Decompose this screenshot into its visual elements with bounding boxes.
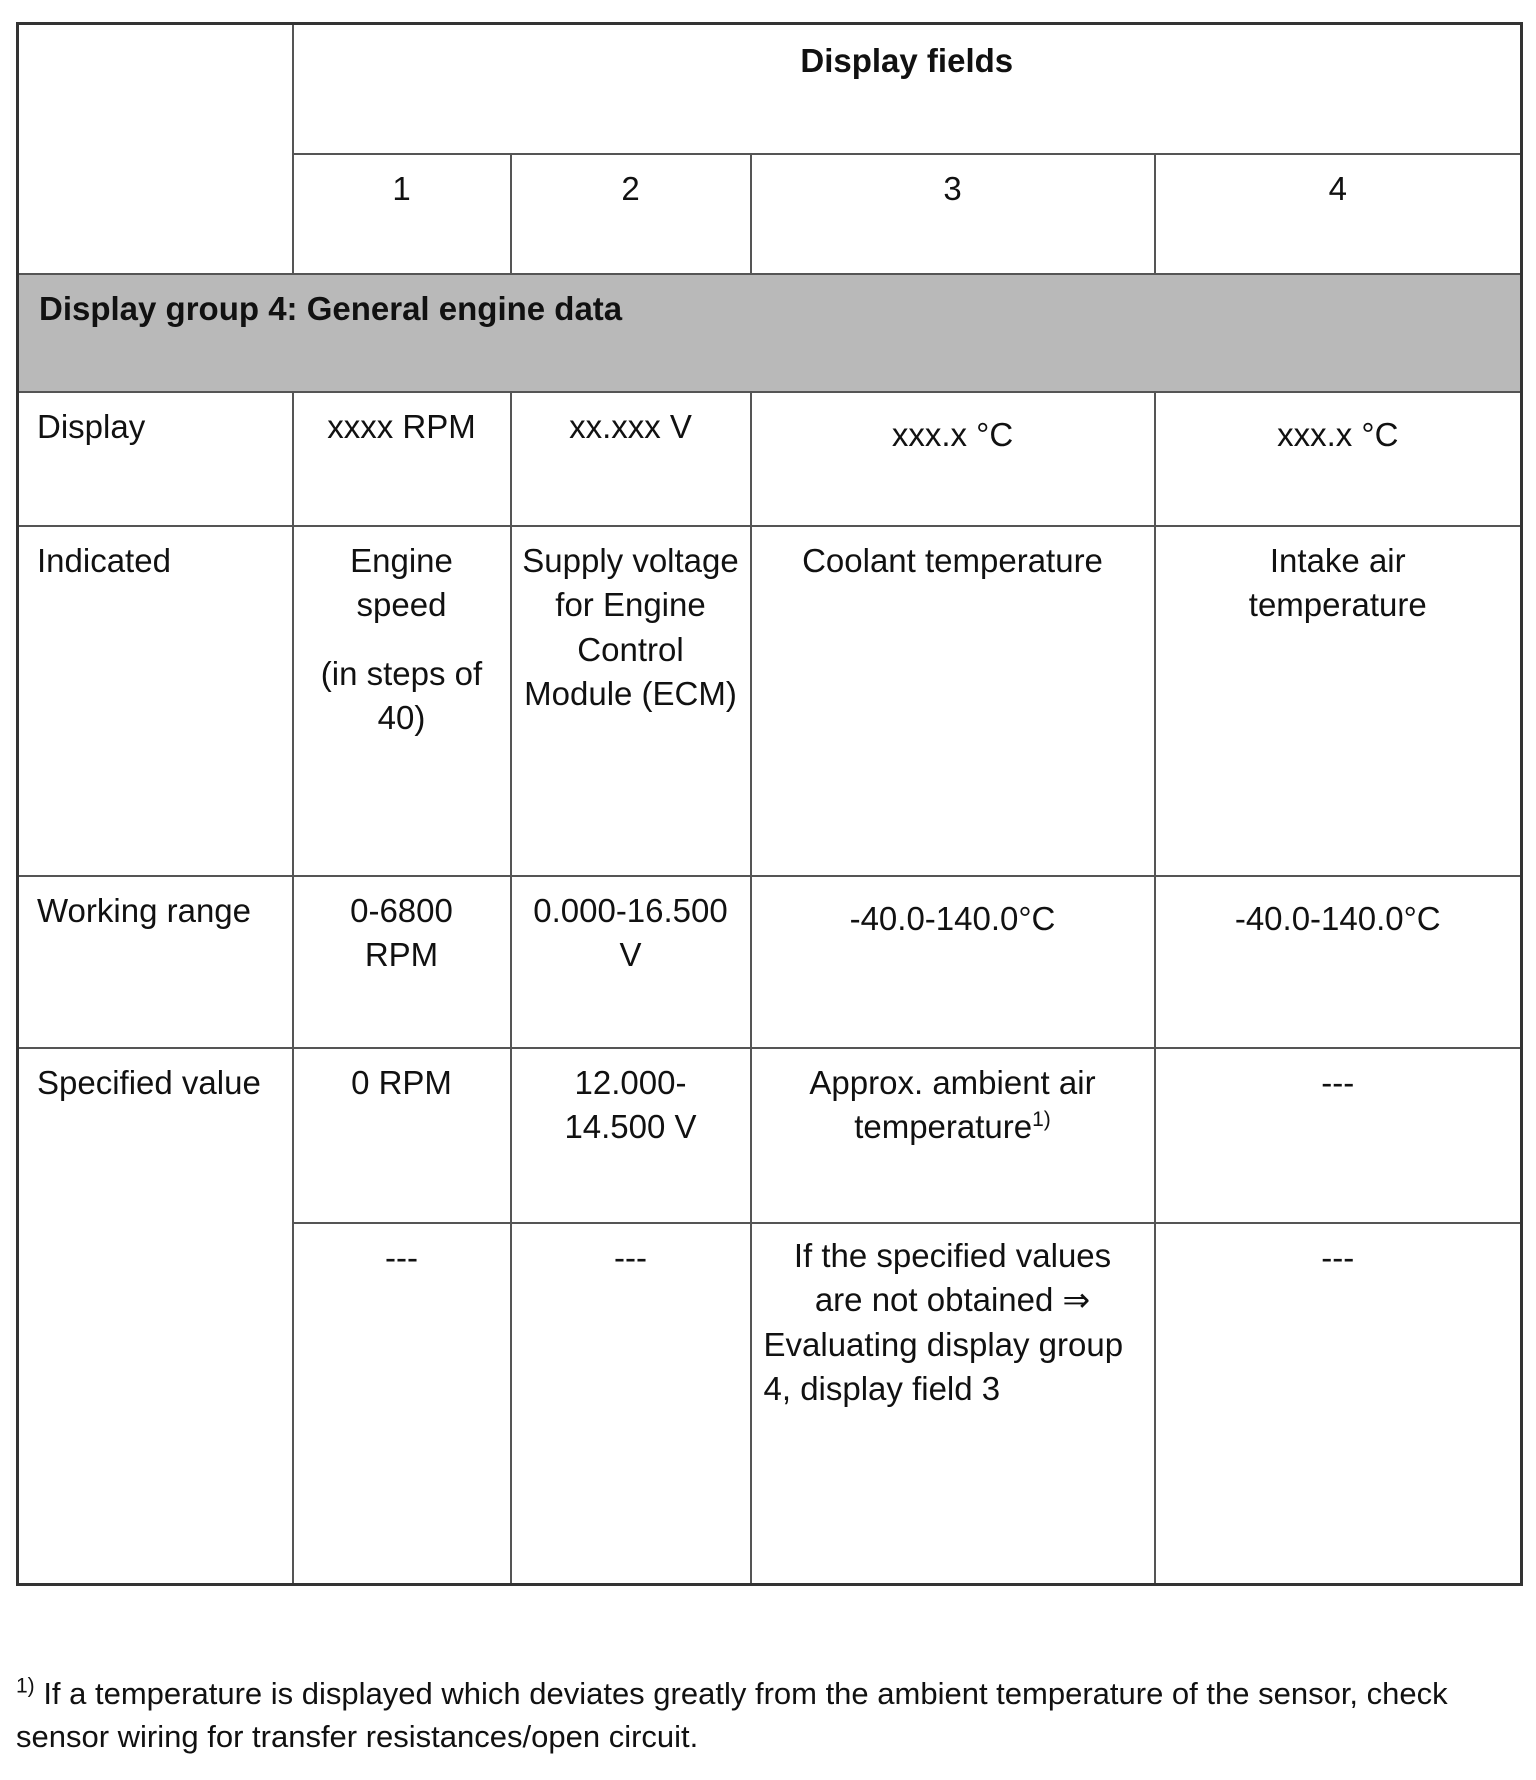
row-label-display: Display bbox=[18, 392, 293, 526]
row-label-working-range: Working range bbox=[18, 876, 293, 1048]
specified-value-4: --- bbox=[1155, 1048, 1522, 1223]
specified-extra-4: --- bbox=[1155, 1223, 1522, 1585]
display-value-4: xxx.x °C bbox=[1155, 392, 1522, 526]
display-value-2: xx.xxx V bbox=[511, 392, 751, 526]
specified-value-1: 0 RPM bbox=[293, 1048, 511, 1223]
engine-data-table bbox=[16, 22, 1523, 1586]
indicated-value-2: Supply voltage for Engine Control Module (ECM) bbox=[511, 526, 751, 876]
footnote-ref: 1) bbox=[1032, 1108, 1051, 1132]
specified-value-3 bbox=[751, 1048, 1155, 1223]
working-range-1: 0-6800 RPM bbox=[293, 876, 511, 1048]
header-empty-cell bbox=[18, 24, 293, 274]
indicated-value-4: Intake air temperature bbox=[1155, 526, 1522, 876]
row-label-indicated: Indicated bbox=[18, 526, 293, 876]
specified-extra-3-line1: If the specified values are not obtained ⇒ bbox=[793, 1236, 1112, 1319]
specified-extra-2: --- bbox=[511, 1223, 751, 1585]
specified-extra-3 bbox=[751, 1223, 1155, 1585]
specified-value-2: 12.000-14.500 V bbox=[511, 1048, 751, 1223]
display-value-1: xxxx RPM bbox=[293, 392, 511, 526]
footnote-mark: 1) bbox=[16, 1674, 35, 1698]
indicated-value-1-line1: Engine speed bbox=[350, 541, 453, 624]
working-range-3: -40.0-140.0°C bbox=[751, 876, 1155, 1048]
indicated-value-3: Coolant temperature bbox=[751, 526, 1155, 876]
specified-value-3-text: Approx. ambient air temperature bbox=[809, 1063, 1096, 1146]
display-value-3: xxx.x °C bbox=[751, 392, 1155, 526]
field-number-4: 4 bbox=[1155, 154, 1522, 274]
specified-extra-1: --- bbox=[293, 1223, 511, 1585]
footnote-text: If a temperature is displayed which deviates greatly from the ambient temperature of the sensor, check sensor wiring for transfer resistances/open circuit. bbox=[16, 1676, 1448, 1755]
evaluating-display-group-link[interactable]: Evaluating display group 4, display field 3 bbox=[763, 1325, 1124, 1408]
display-fields-header: Display fields bbox=[293, 24, 1522, 154]
field-number-1: 1 bbox=[293, 154, 511, 274]
working-range-2: 0.000-16.500 V bbox=[511, 876, 751, 1048]
field-number-2: 2 bbox=[511, 154, 751, 274]
display-group-title: Display group 4: General engine data bbox=[18, 274, 1522, 392]
indicated-value-1-line2: (in steps of 40) bbox=[320, 654, 483, 737]
indicated-value-1 bbox=[293, 526, 511, 876]
field-number-3: 3 bbox=[751, 154, 1155, 274]
row-label-specified-value: Specified value bbox=[18, 1048, 293, 1585]
working-range-4: -40.0-140.0°C bbox=[1155, 876, 1522, 1048]
footnote bbox=[16, 1672, 1520, 1759]
